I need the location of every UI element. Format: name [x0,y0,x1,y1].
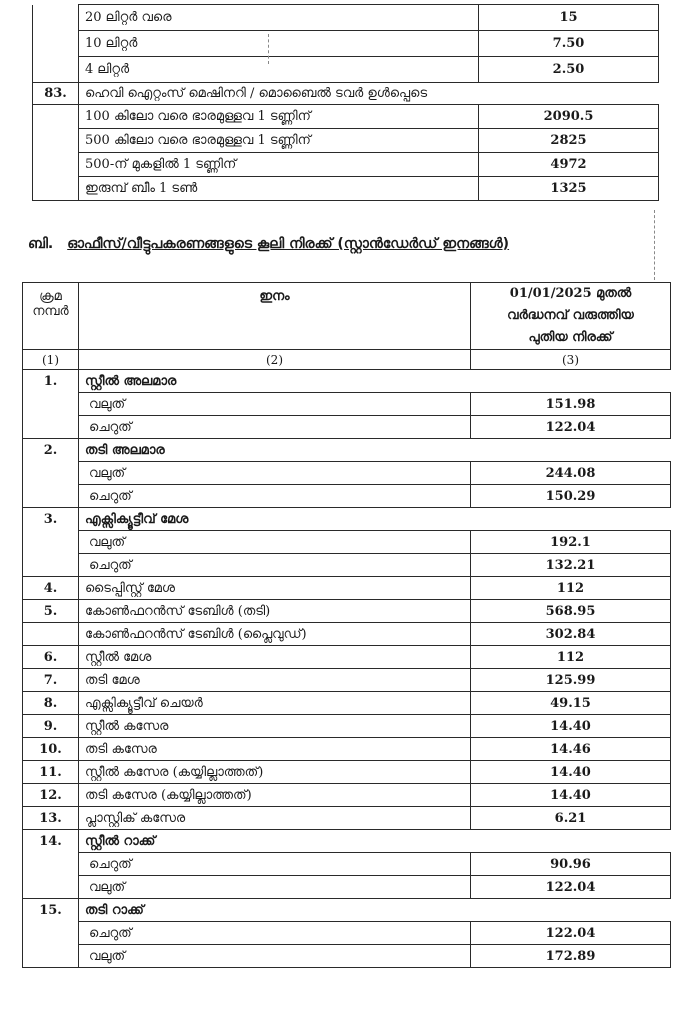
row-number-cell [33,57,79,83]
row-number-cell: 1. [23,370,79,393]
item-cell: തടി മേശ [79,669,471,692]
item-cell: 20 ലിറ്റർ വരെ [79,5,479,31]
group-header-row [23,830,671,853]
rate-cell: 6.21 [471,807,671,830]
group-header-row [23,439,671,462]
item-cell: ഇരുമ്പ് ബീം 1 ടൺ [79,177,479,201]
fold-mark [268,34,269,64]
row-number-cell [23,462,79,485]
group-header-row [23,508,671,531]
table-row [23,600,671,623]
item-cell: കോൺഫറൻസ് ടേബിൾ (തടി) [79,600,471,623]
row-number-cell [33,5,79,31]
table-row [23,876,671,899]
table-row [23,692,671,715]
item-cell: 500-ന് മുകളിൽ 1 ടണ്ണിന് [79,153,479,177]
row-number-cell: 5. [23,600,79,623]
row-number-cell: 2. [23,439,79,462]
row-number-cell [23,554,79,577]
group-title-cell: സ്റ്റീൽ റാക്ക് [79,830,671,853]
group-title-cell: ഹെവി ഐറ്റംസ് മെഷിനറി / മൊബൈൽ ടവർ ഉൾപ്പെടെ [79,83,659,105]
section-heading [28,236,523,252]
rate-cell: 14.46 [471,738,671,761]
item-cell: ചെറുത് [79,485,471,508]
item-cell: വലുത് [79,876,471,899]
rate-cell: 122.04 [471,922,671,945]
row-number-cell [23,416,79,439]
rate-cell: 7.50 [479,31,659,57]
rate-cell: 15 [479,5,659,31]
item-cell: 10 ലിറ്റർ [79,31,479,57]
rate-cell: 192.1 [471,531,671,554]
row-number-cell [23,531,79,554]
rate-cell: 2.50 [479,57,659,83]
item-cell: ചെറുത് [79,922,471,945]
group-header-row [23,370,671,393]
table-row [33,153,659,177]
section-title: ഓഫീസ്/വീട്ടുപകരണങ്ങളുടെ കൂലി നിരക്ക് (സ്റ്റാൻഡേർഡ് ഇനങ്ങൾ) [67,236,510,252]
row-number-cell: 6. [23,646,79,669]
heavy-items-table [32,82,659,201]
table-row [23,853,671,876]
table-row [33,57,659,83]
rate-cell: 14.40 [471,715,671,738]
row-number-cell [23,853,79,876]
row-number-cell: 83. [33,83,79,105]
table-row [23,784,671,807]
table-row [23,761,671,784]
table-row [33,31,659,57]
rate-cell: 122.04 [471,876,671,899]
rate-cell: 14.40 [471,761,671,784]
item-cell: തടി കസേര (കയ്യില്ലാത്തത്) [79,784,471,807]
group-title-cell: തടി റാക്ക് [79,899,671,922]
row-number-cell: 15. [23,899,79,922]
item-cell: 100 കിലോ വരെ ഭാരമുള്ളവ 1 ടണ്ണിന് [79,105,479,129]
rate-cell: 112 [471,577,671,600]
row-number-cell [23,922,79,945]
header-rate-cell [471,283,671,350]
row-number-cell: 7. [23,669,79,692]
row-number-cell: 12. [23,784,79,807]
rate-cell: 151.98 [471,393,671,416]
rate-cell: 90.96 [471,853,671,876]
item-cell: സ്റ്റീൽ കസേര (കയ്യില്ലാത്തത്) [79,761,471,784]
table-row [23,715,671,738]
item-cell: തടി കസേര [79,738,471,761]
row-number-cell [23,623,79,646]
table-row [23,646,671,669]
rate-cell: 4972 [479,153,659,177]
main-table-body [23,370,671,968]
item-cell: ചെറുത് [79,554,471,577]
item-cell: വലുത് [79,945,471,968]
rate-cell: 49.15 [471,692,671,715]
row-number-cell: 13. [23,807,79,830]
row-number-cell [23,485,79,508]
table-row [23,554,671,577]
row-number-cell: 9. [23,715,79,738]
group-header-row [23,899,671,922]
table-row [23,623,671,646]
item-cell: 4 ലിറ്റർ [79,57,479,83]
table-row [33,105,659,129]
table-row [33,83,659,105]
item-cell: പ്ലാസ്റ്റിക് കസേര [79,807,471,830]
row-number-cell: 3. [23,508,79,531]
group-title-cell: തടി അലമാര [79,439,671,462]
rate-cell: 150.29 [471,485,671,508]
table-row [33,129,659,153]
header-serial-line2: നമ്പർ [32,304,69,319]
row-number-cell [33,177,79,201]
group-title-cell: സ്റ്റീൽ അലമാര [79,370,671,393]
row-number-cell: 14. [23,830,79,853]
table-row [23,485,671,508]
index-cell-1: (1) [23,350,79,370]
header-row [23,283,671,350]
row-number-cell [33,153,79,177]
rate-cell: 1325 [479,177,659,201]
rate-cell: 2090.5 [479,105,659,129]
rate-cell: 172.89 [471,945,671,968]
header-rate-line3: പുതിയ നിരക്ക് [528,330,613,345]
table-row [23,416,671,439]
row-number-cell [23,876,79,899]
table-row [23,462,671,485]
item-cell: വലുത് [79,531,471,554]
table-row [23,531,671,554]
rate-cell: 244.08 [471,462,671,485]
table-row [23,577,671,600]
item-cell: 500 കിലോ വരെ ഭാരമുള്ളവ 1 ടണ്ണിന് [79,129,479,153]
header-rate-line1: 01/01/2025 മുതൽ [509,286,632,301]
row-number-cell: 4. [23,577,79,600]
header-item-cell: ഇനം [79,283,471,350]
item-cell: സ്റ്റീൽ മേശ [79,646,471,669]
row-number-cell [23,945,79,968]
row-number-cell [33,31,79,57]
header-serial-line1: ക്രമ [39,289,62,304]
row-number-cell [23,393,79,416]
row-number-cell [33,129,79,153]
header-serial-cell [23,283,79,350]
item-cell: വലുത് [79,462,471,485]
index-row [23,350,671,370]
rate-cell: 125.99 [471,669,671,692]
furniture-rate-table [22,282,671,968]
rate-cell: 568.95 [471,600,671,623]
table-row [23,738,671,761]
table-row [23,922,671,945]
fold-mark [654,210,655,280]
item-cell: വലുത് [79,393,471,416]
group-title-cell: എക്സിക്യൂട്ടീവ് മേശ [79,508,671,531]
header-rate-line2: വർദ്ധനവ് വരുത്തിയ [507,308,634,323]
item-cell: സ്റ്റീൽ കസേര [79,715,471,738]
rate-cell: 122.04 [471,416,671,439]
row-number-cell: 11. [23,761,79,784]
item-cell: ചെറുത് [79,416,471,439]
table-row [33,5,659,31]
rate-cell: 302.84 [471,623,671,646]
rate-cell: 132.21 [471,554,671,577]
row-number-cell: 10. [23,738,79,761]
item-cell: ടൈപ്പിസ്റ്റ് മേശ [79,577,471,600]
table-row [23,807,671,830]
rate-cell: 112 [471,646,671,669]
rate-cell: 2825 [479,129,659,153]
item-cell: എക്സിക്യൂട്ടീവ് ചെയർ [79,692,471,715]
row-number-cell: 8. [23,692,79,715]
item-cell: ചെറുത് [79,853,471,876]
table-row [23,669,671,692]
section-prefix: ബി. [28,236,54,252]
index-cell-3: (3) [471,350,671,370]
table-row [23,393,671,416]
table-row [33,177,659,201]
rate-cell: 14.40 [471,784,671,807]
row-number-cell [33,105,79,129]
index-cell-2: (2) [79,350,471,370]
item-cell: കോൺഫറൻസ് ടേബിൾ (പ്ലൈവുഡ്) [79,623,471,646]
table-row [23,945,671,968]
